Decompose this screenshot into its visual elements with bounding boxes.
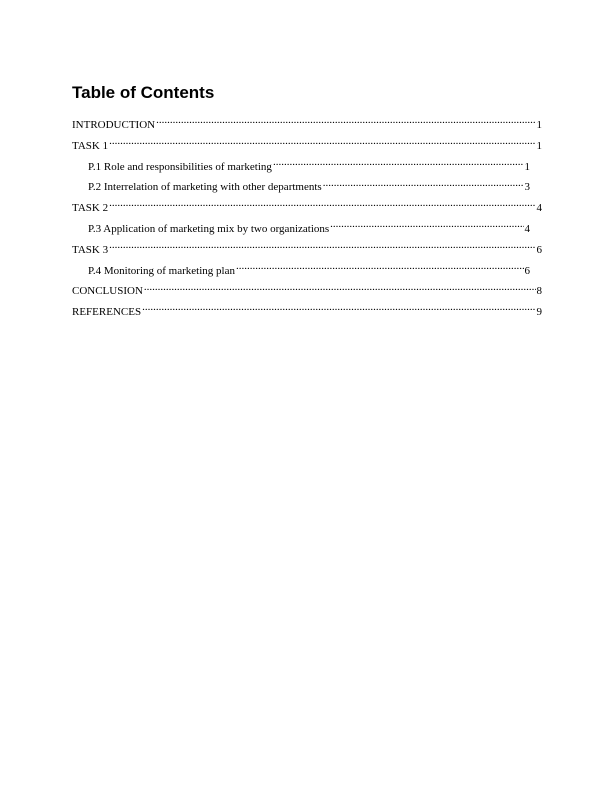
toc-entry-task-3[interactable] (72, 240, 542, 261)
toc-entry-conclusion[interactable] (72, 281, 542, 302)
toc-entry-page: 3 (524, 181, 530, 194)
toc-entry-page: 6 (536, 243, 542, 256)
toc-entry-p2[interactable] (72, 177, 530, 198)
toc-dot-leader (236, 263, 524, 274)
toc-entry-page: 6 (524, 264, 530, 277)
toc-dot-leader (109, 138, 535, 149)
toc-dot-leader (330, 221, 523, 232)
toc-entry-page: 1 (524, 160, 530, 173)
toc-entry-p1[interactable] (72, 157, 530, 178)
toc-entry-page: 8 (536, 285, 542, 298)
toc-dot-leader (156, 117, 535, 128)
toc-entry-label: REFERENCES (72, 306, 142, 319)
toc-entry-label: TASK 1 (72, 139, 109, 152)
toc-entry-task-2[interactable] (72, 198, 542, 219)
toc-entry-label: P.3 Application of marketing mix by two organizations (88, 222, 330, 235)
toc-list (72, 115, 542, 323)
toc-dot-leader (109, 242, 535, 253)
toc-entry-label: P.2 Interrelation of marketing with other departments (88, 181, 322, 194)
toc-entry-label: TASK 2 (72, 202, 109, 215)
toc-entry-label: CONCLUSION (72, 285, 143, 298)
toc-entry-label: P.1 Role and responsibilities of marketing (88, 160, 272, 173)
toc-title: Table of Contents (72, 83, 215, 102)
toc-entry-page: 9 (536, 306, 542, 319)
toc-entry-task-1[interactable] (72, 136, 542, 157)
toc-entry-introduction[interactable] (72, 115, 542, 136)
toc-dot-leader (144, 283, 536, 294)
toc-dot-leader (142, 304, 535, 315)
toc-entry-page: 4 (536, 202, 542, 215)
toc-entry-p4[interactable] (72, 261, 530, 282)
toc-entry-references[interactable] (72, 302, 542, 323)
toc-entry-page: 4 (524, 222, 530, 235)
toc-entry-page: 1 (536, 139, 542, 152)
toc-dot-leader (323, 179, 524, 190)
toc-entry-label: INTRODUCTION (72, 119, 156, 131)
toc-entry-label: TASK 3 (72, 243, 109, 256)
toc-entry-page: 1 (536, 119, 542, 131)
toc-entry-p3[interactable] (72, 219, 530, 240)
toc-dot-leader (109, 200, 535, 211)
toc-dot-leader (273, 159, 524, 170)
toc-entry-label: P.4 Monitoring of marketing plan (88, 264, 235, 277)
